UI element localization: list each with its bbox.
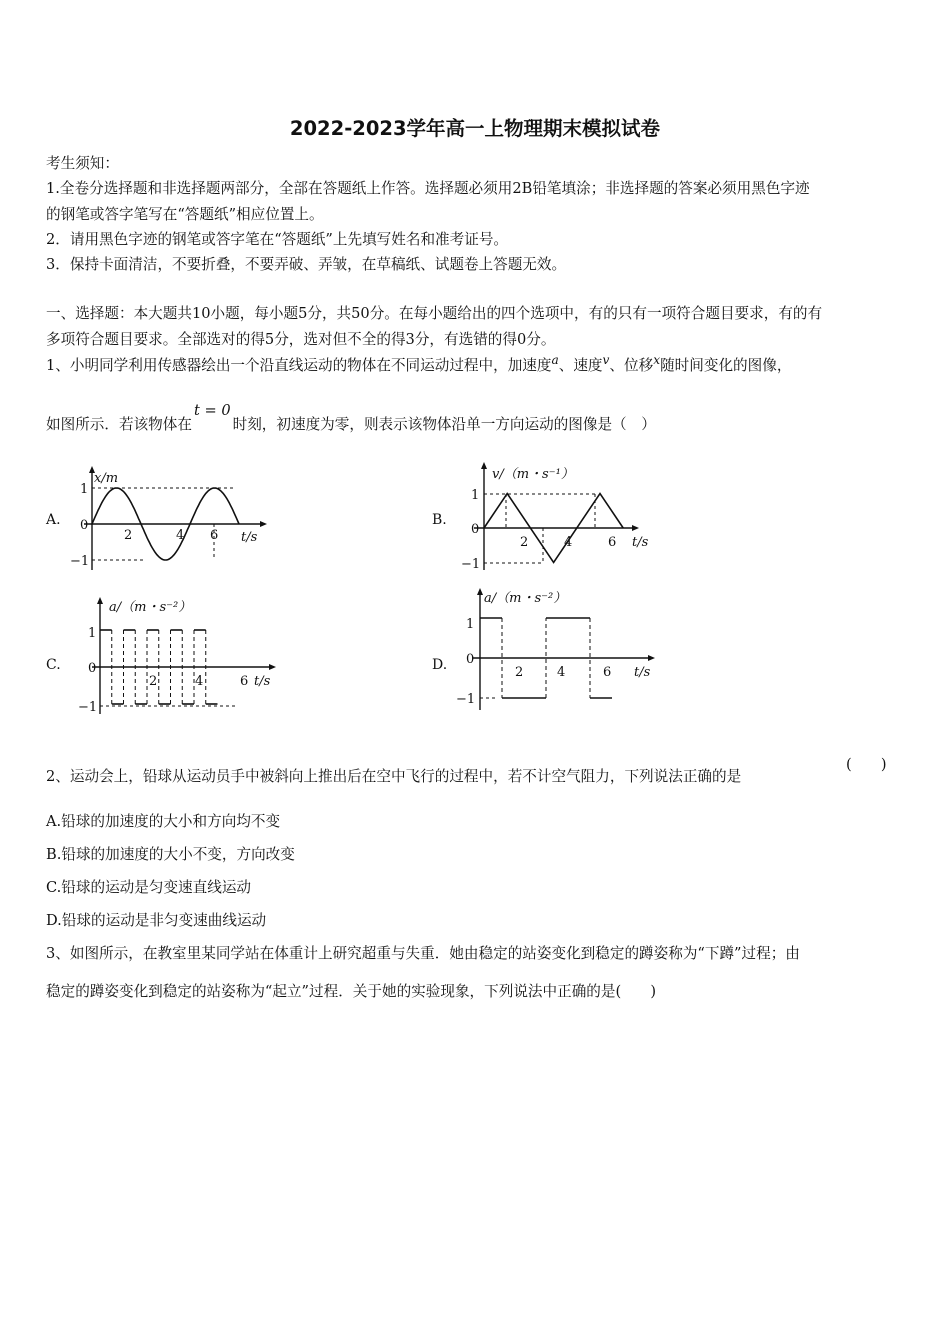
question-3-stem-continued: 稳定的蹲姿变化到稳定的站姿称为“起立”过程．关于她的实验现象，下列说法中正确的是( ) [46, 983, 657, 1000]
option-b-graph [456, 460, 666, 575]
option-c-label[interactable]: C. [46, 657, 61, 673]
option-a-xlabel: t/s [241, 530, 258, 545]
option-b-ytick: 1 [471, 488, 480, 503]
option-b-xtick: 4 [564, 535, 573, 550]
question-2-option-d[interactable]: D.铅球的运动是非匀变速曲线运动 [46, 912, 267, 929]
option-a-xtick: 6 [210, 528, 219, 543]
section-instructions: 一、选择题：本大题共10小题，每小题5分，共50分。在每小题给出的四个选项中，有的只有一项符合题目要求，有的有 [46, 305, 823, 322]
notice-item: 2．请用黑色字迹的钢笔或答字笔在“答题纸”上先填写姓名和准考证号。 [46, 231, 509, 248]
option-b-xlabel: t/s [632, 535, 649, 550]
question-2-option-a[interactable]: A.铅球的加速度的大小和方向均不变 [46, 813, 281, 830]
notice-heading: 考生须知： [46, 155, 119, 172]
question-1-stem: 1、小明同学利用传感器绘出一个沿直线运动的物体在不同运动过程中，加速度$^a$、速度$^v$、位移$^x$随时间变化的图像， [46, 353, 792, 374]
question-3-stem: 3、如图所示，在教室里某同学站在体重计上研究超重与失重．她由稳定的站姿变化到稳定的蹲姿称为“下蹲”过程；由 [46, 945, 800, 962]
option-a-ytick: −1 [70, 554, 90, 569]
option-a-ytick: 1 [80, 482, 89, 497]
option-c-xlabel: t/s [254, 674, 271, 689]
section-instructions: 多项符合题目要求。全部选对的得5分，选对但不全的得3分，有选错的得0分。 [46, 331, 556, 348]
option-c-ytick: 1 [88, 626, 97, 641]
option-d-ytick: −1 [456, 692, 476, 707]
option-d-xtick: 4 [557, 665, 566, 680]
var-v: v [602, 353, 610, 367]
option-d-label[interactable]: D. [432, 657, 448, 673]
option-b-ytick: 0 [471, 522, 480, 537]
notice-item: 3．保持卡面清洁，不要折叠，不要弄破、弄皱，在草稿纸、试题卷上答题无效。 [46, 256, 567, 273]
notice-item: 的钢笔或答字笔写在“答题纸”相应位置上。 [46, 206, 324, 223]
option-c-ytick: 0 [88, 661, 97, 676]
option-a-label[interactable]: A. [46, 512, 61, 528]
notice-item: 1.全卷分选择题和非选择题两部分，全部在答题纸上作答。选择题必须用2B铅笔填涂；非选择题的答案必须用黑色字迹 [46, 180, 810, 197]
option-d-xtick: 2 [515, 665, 524, 680]
var-x: x [653, 353, 661, 367]
option-c-ylabel: a/（m・s⁻²） [109, 600, 192, 615]
option-a-xtick: 4 [176, 528, 185, 543]
option-d-xlabel: t/s [634, 665, 651, 680]
option-c-graph [68, 594, 288, 719]
formula-t0: t = 0 [193, 402, 231, 419]
option-a-ylabel: x/m [94, 471, 119, 486]
option-a-xtick: 2 [124, 528, 133, 543]
option-c-xtick: 6 [240, 674, 249, 689]
option-c-xtick: 4 [195, 674, 204, 689]
question-1-stem-continued: 如图所示．若该物体在t = 0时刻，初速度为零，则表示该物体沿单一方向运动的图像是（ ） [46, 402, 656, 433]
option-a-ytick: 0 [80, 518, 89, 533]
var-a: a [551, 353, 559, 367]
option-d-graph [452, 585, 662, 715]
question-2-option-b[interactable]: B.铅球的加速度的大小不变，方向改变 [46, 846, 295, 863]
question-2-paren: ( ) [846, 756, 887, 773]
option-b-label[interactable]: B. [432, 512, 447, 528]
option-b-xtick: 6 [608, 535, 617, 550]
option-d-xtick: 6 [603, 665, 612, 680]
option-b-xtick: 2 [520, 535, 529, 550]
option-d-ytick: 0 [466, 652, 475, 667]
option-a-graph [64, 465, 274, 575]
option-d-ytick: 1 [466, 617, 475, 632]
question-2-stem: 2、运动会上，铅球从运动员手中被斜向上推出后在空中飞行的过程中，若不计空气阻力，下列说法正确的是 [46, 768, 742, 785]
option-c-ytick: −1 [78, 700, 98, 715]
option-b-ytick: −1 [461, 557, 481, 572]
question-2-option-c[interactable]: C.铅球的运动是匀变速直线运动 [46, 879, 252, 896]
option-d-ylabel: a/（m・s⁻²） [484, 591, 567, 606]
option-b-ylabel: v/（m・s⁻¹） [492, 467, 574, 482]
option-c-xtick: 2 [149, 674, 158, 689]
exam-title: 2022-2023学年高一上物理期末模拟试卷 [289, 117, 661, 140]
